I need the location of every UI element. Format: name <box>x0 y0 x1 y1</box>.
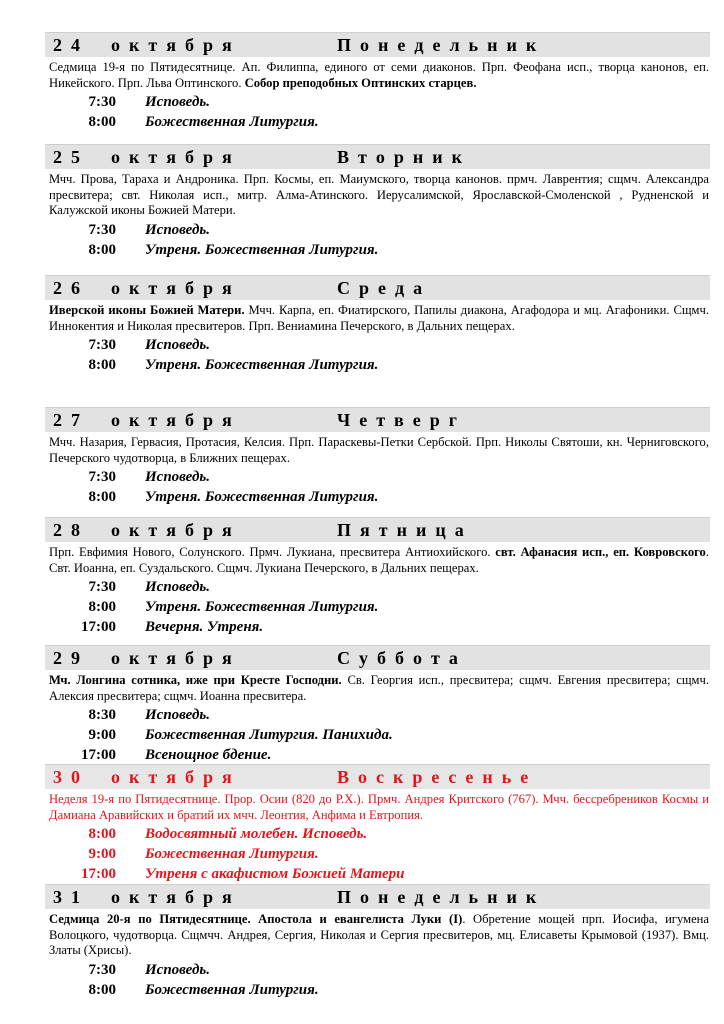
commemoration-text: Прп. Евфимия Нового, Солунского. Прмч. Лукиана, пресвитера Антиохийского. <box>49 545 496 559</box>
service-item <box>0 112 724 132</box>
service-title: Исповедь. <box>145 961 211 978</box>
service-item <box>0 864 724 884</box>
service-list <box>0 960 724 1000</box>
service-title: Божественная Литургия. <box>145 114 319 130</box>
service-item <box>0 617 724 637</box>
commemoration-text: . Свт. Иоанна, еп. Суздальского. Сщмч. Лукиана Печерского, в Дальних пещерах. <box>49 545 710 575</box>
service-title: Водосвятный молебен. Исповедь. <box>145 826 368 842</box>
service-item <box>0 597 724 617</box>
service-time: 7:30 <box>88 94 116 110</box>
service-title: Исповедь. <box>145 94 211 110</box>
service-time: 7:30 <box>88 221 116 238</box>
day-number: 2 8 <box>53 520 80 540</box>
commemoration-text: Седмица 19-я по Пятидесятнице. Ап. Филиппа, единого от семи диаконов. Прп. Феофана исп., творца канонов, еп. Никейского. Прп. Льва Оптинского. <box>49 60 709 90</box>
month-name: о к т я б р я <box>111 278 232 298</box>
service-item <box>0 335 724 355</box>
day-block <box>0 764 724 884</box>
commemoration-text: Мчч. Прова, Тараха и Андроника. Прп. Космы, еп. Маиумского, творца канонов. прмч. Лаврентия; сщмч. Александра пресвитера; свт. Николая исп., митр. Алма-Атинского. Иерусалимской, Ярославской-Смоленской , Рудненской и Калужской иконы Божией Матери. <box>49 172 709 217</box>
service-title: Всенощное бдение. <box>145 747 272 763</box>
service-item <box>0 960 724 980</box>
day-number: 2 4 <box>53 35 80 55</box>
service-time: 8:30 <box>88 707 116 723</box>
service-item <box>0 240 724 260</box>
weekday-name: С р е д а <box>337 278 423 298</box>
day-number: 3 1 <box>53 887 80 907</box>
day-number: 3 0 <box>53 767 80 787</box>
day-commemorations <box>49 912 709 959</box>
day-header <box>45 884 710 909</box>
service-title: Утреня. Божественная Литургия. <box>145 357 379 373</box>
day-number: 2 7 <box>53 410 80 430</box>
month-name: о к т я б р я <box>111 520 232 540</box>
day-commemorations <box>49 435 709 466</box>
month-name: о к т я б р я <box>111 767 232 787</box>
service-time: 7:30 <box>88 961 116 978</box>
day-commemorations <box>49 172 709 219</box>
service-item <box>0 220 724 240</box>
day-block <box>0 407 724 507</box>
service-time: 8:00 <box>88 489 116 505</box>
service-item <box>0 725 724 745</box>
service-time: 8:00 <box>88 826 116 842</box>
commemoration-highlight: Иверской иконы Божией Матери. <box>49 303 245 317</box>
service-time: 17:00 <box>81 866 116 882</box>
service-time: 8:00 <box>88 114 116 130</box>
service-time: 8:00 <box>88 599 116 615</box>
day-block <box>0 884 724 1000</box>
month-name: о к т я б р я <box>111 648 232 668</box>
service-item <box>0 705 724 725</box>
service-item <box>0 487 724 507</box>
day-block <box>0 275 724 375</box>
service-title: Исповедь. <box>145 469 211 485</box>
service-title: Утреня с акафистом Божией Матери <box>145 866 405 882</box>
service-item <box>0 92 724 112</box>
service-list <box>0 467 724 507</box>
service-list <box>0 577 724 637</box>
service-title: Утреня. Божественная Литургия. <box>145 599 379 615</box>
service-item <box>0 824 724 844</box>
service-title: Божественная Литургия. <box>145 981 319 998</box>
month-name: о к т я б р я <box>111 410 232 430</box>
commemoration-text: Неделя 19-я по Пятидесятнице. Прор. Осии (820 до Р.Х.). Прмч. Андрея Критского (767). Мчч. бессребреников Космы и Дамиана Аравийских и братий их мчч. Леонтия, Анфима и Евтропия. <box>49 792 709 822</box>
commemoration-text: Мчч. Карпа, еп. Фиатирского, Папилы диакона, Агафодора и мц. Агафоники. Сщмч. Иннокентия и Николая пресвитеров. Прп. Вениамина Печерского, в Дальних пещерах. <box>49 303 710 333</box>
weekday-name: В о с к р е с е н ь е <box>337 767 529 787</box>
commemoration-highlight: Мч. Лонгина сотника, иже при Кресте Господни. <box>49 673 342 687</box>
day-commemorations <box>49 545 709 576</box>
service-title: Исповедь. <box>145 337 211 353</box>
weekday-name: В т о р н и к <box>337 147 462 167</box>
service-list <box>0 824 724 884</box>
service-time: 7:30 <box>88 337 116 353</box>
service-title: Утреня. Божественная Литургия. <box>145 489 379 505</box>
month-name: о к т я б р я <box>111 147 232 167</box>
service-time: 8:00 <box>88 981 116 998</box>
day-commemorations <box>49 673 709 704</box>
day-number: 2 6 <box>53 278 80 298</box>
service-title: Божественная Литургия. <box>145 846 319 862</box>
month-name: о к т я б р я <box>111 35 232 55</box>
day-header <box>45 32 710 57</box>
day-block <box>0 517 724 637</box>
day-block <box>0 645 724 765</box>
service-list <box>0 92 724 132</box>
service-title: Вечерня. Утреня. <box>145 619 264 635</box>
service-list <box>0 705 724 765</box>
service-time: 8:00 <box>88 241 116 258</box>
service-time: 9:00 <box>88 846 116 862</box>
day-header <box>45 275 710 300</box>
service-title: Утреня. Божественная Литургия. <box>145 241 379 258</box>
day-commemorations <box>49 792 709 823</box>
service-title: Исповедь. <box>145 579 211 595</box>
commemoration-text: Мчч. Назария, Гервасия, Протасия, Келсия. Прп. Параскевы-Петки Сербской. Прп. Николы Святоши, кн. Черниговского, Печерского чудотворца, в Ближних пещерах. <box>49 435 709 465</box>
day-header <box>45 645 710 670</box>
service-item <box>0 844 724 864</box>
service-time: 8:00 <box>88 357 116 373</box>
service-item <box>0 577 724 597</box>
service-time: 7:30 <box>88 469 116 485</box>
commemoration-text: Св. Георгия исп., пресвитера; сщмч. Евгения пресвитера; сщмч. Алексия пресвитера; сщмч. Иоанна пресвитера. <box>49 673 709 703</box>
service-item <box>0 745 724 765</box>
day-header <box>45 764 710 789</box>
service-time: 7:30 <box>88 579 116 595</box>
day-block <box>0 32 724 132</box>
day-commemorations <box>49 60 709 91</box>
weekday-name: Ч е т в е р г <box>337 410 457 430</box>
weekday-name: П о н е д е л ь н и к <box>337 887 537 907</box>
month-name: о к т я б р я <box>111 887 232 907</box>
commemoration-highlight: Собор преподобных Оптинских старцев. <box>244 75 477 90</box>
day-number: 2 5 <box>53 147 80 167</box>
day-header <box>45 144 710 169</box>
day-number: 2 9 <box>53 648 80 668</box>
day-block <box>0 144 724 260</box>
day-header <box>45 517 710 542</box>
service-title: Божественная Литургия. Панихида. <box>145 727 393 743</box>
service-time: 17:00 <box>81 747 116 763</box>
service-time: 9:00 <box>88 727 116 743</box>
weekday-name: П я т н и ц а <box>337 520 464 540</box>
commemoration-highlight: свт. Афанасия исп., еп. Ковровского <box>495 545 706 559</box>
service-item <box>0 980 724 1000</box>
service-item <box>0 355 724 375</box>
commemoration-highlight: Седмица 20-я по Пятидесятнице. Апостола и евангелиста Луки (I) <box>49 912 463 926</box>
service-title: Исповедь. <box>145 707 211 723</box>
weekday-name: П о н е д е л ь н и к <box>337 35 537 55</box>
day-commemorations <box>49 303 709 334</box>
weekday-name: С у б б о т а <box>337 648 458 668</box>
service-list <box>0 335 724 375</box>
day-header <box>45 407 710 432</box>
service-time: 17:00 <box>81 619 116 635</box>
service-list <box>0 220 724 260</box>
commemoration-text: . Обретение мощей прп. Иосифа, игумена Волоцкого, чудотворца. Сщмчч. Андрея, Сергия, Николая и Сергия пресвитеров, мц. Елисаветы Крымовой (1937). Вмц. Златы (Хрисы). <box>49 912 709 957</box>
service-item <box>0 467 724 487</box>
service-title: Исповедь. <box>145 221 211 238</box>
